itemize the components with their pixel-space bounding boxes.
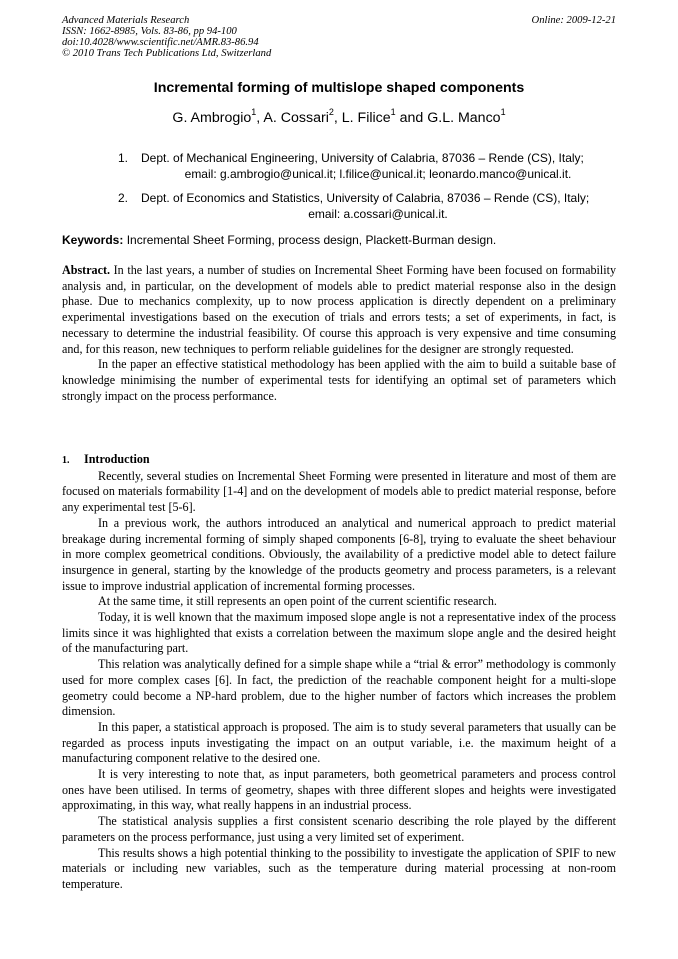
- copyright-line: © 2010 Trans Tech Publications Ltd, Switzerland: [62, 48, 272, 59]
- online-date: Online: 2009-12-21: [531, 15, 616, 26]
- body-paragraph: At the same time, it still represents an open point of the current scientific research.: [98, 594, 497, 609]
- abstract-label: Abstract.: [62, 263, 111, 277]
- body-paragraph: Today, it is well known that the maximum imposed slope angle is not a representative index of the process limits since it was highlighted that exists a correlation between the maximum slope angle and the desired height of the manufacturing part.: [62, 610, 616, 656]
- issn-line: ISSN: 1662-8985, Vols. 83-86, pp 94-100: [62, 26, 237, 37]
- abstract-paragraph: In the paper an effective statistical methodology has been applied with the aim to build a suitable base of knowledge minimising the number of experimental tests for identifying an optimal set of parameters which strongly impact on the process performance.: [62, 357, 616, 403]
- journal-name: Advanced Materials Research: [62, 15, 190, 26]
- affiliation-2: [110, 190, 615, 222]
- author-name: L. Filice: [341, 110, 391, 126]
- body-paragraph: This relation was analytically defined for a simple shape while a “trial & error” methodology is commonly used for more complex cases [6]. In fact, the prediction of the reachable component height for a multi-slope geometry could become a NP-hard problem, due to the higher number of factors which increases the problem dimension.: [62, 657, 616, 719]
- affiliation-1: [110, 150, 615, 182]
- body-paragraph: This results shows a high potential thinking to the possibility to investigate the application of SPIF to new materials or including new variables, such as the temperature during material processing at non-room temperature.: [62, 845, 616, 891]
- journal-header: [62, 15, 271, 59]
- affiliation-department: Dept. of Mechanical Engineering, University of Calabria, 87036 – Rende (CS), Italy;: [141, 151, 584, 165]
- affiliation-department: Dept. of Economics and Statistics, University of Calabria, 87036 – Rende (CS), Italy;: [141, 191, 590, 205]
- introduction-section: [62, 452, 616, 893]
- keywords-text: Incremental Sheet Forming, process design, Plackett-Burman design.: [123, 233, 497, 247]
- paper-title: Incremental forming of multislope shaped components: [153, 80, 525, 96]
- body-paragraph: The statistical analysis supplies a first consistent scenario describing the role played by the different parameters on the process performance, just using a very limited set of experiment.: [62, 814, 616, 844]
- author-name: A. Cossari: [263, 110, 329, 126]
- doi-line: doi:10.4028/www.scientific.net/AMR.83-86.94: [62, 37, 259, 48]
- affiliation-emails: email: a.cossari@unical.it.: [308, 207, 448, 221]
- affiliation-marker: 1: [390, 107, 396, 117]
- author-separator: ,: [333, 110, 342, 126]
- body-paragraph: It is very interesting to note that, as input parameters, both geometrical parameters and process control ones have been utilised. In terms of geometry, shapes with three different slopes and heights were investigated approximating, in this way, what really happens in an industrial process.: [62, 767, 616, 813]
- keywords-label: Keywords:: [62, 233, 124, 247]
- abstract-section: [62, 263, 616, 404]
- affiliation-emails: email: g.ambrogio@unical.it; l.filice@unical.it; leonardo.manco@unical.it.: [184, 167, 572, 181]
- affiliation-marker: 2: [328, 107, 334, 117]
- section-title: Introduction: [84, 452, 150, 466]
- body-paragraph: In this paper, a statistical approach is proposed. The aim is to study several parameters that usually can be regarded as process inputs investigating the impact on an output variable, i.e. the maximum height of a manufacturing component relative to the desired one.: [62, 719, 616, 766]
- author-name: G.L. Manco: [427, 110, 501, 126]
- keywords: [62, 233, 496, 247]
- section-heading: [62, 452, 616, 469]
- author-separator: ,: [256, 110, 264, 126]
- affiliation-marker: 1: [251, 107, 257, 117]
- author-list: [0, 107, 678, 126]
- affiliation-number: 2.: [118, 191, 129, 205]
- section-number: 1.: [62, 455, 70, 466]
- affiliation-number: 1.: [118, 151, 129, 165]
- body-paragraph: Recently, several studies on Incremental Sheet Forming were presented in literature and most of them are focused on materials formability [1-4] and on the development of models able to predict material response, before any experimental test [5-6].: [62, 468, 616, 515]
- abstract-paragraph: [62, 263, 616, 357]
- abstract-text: In the last years, a number of studies on Incremental Sheet Forming have been focused on formability analysis and, in particular, on the development of models able to predict material response also in the design phase. Due to mechanics complexity, up to now process application is directly dependent on a preliminary experimental investigations based on the execution of trials and errors tests; a set of experiments, in fact, is necessary to determine the industrial feasibility. Of course this approach is very expensive and time consuming and, for this reason, new techniques to perform reliable guidelines for the designer are strongly requested.: [62, 263, 616, 356]
- body-paragraph: In a previous work, the authors introduced an analytical and numerical approach to predict material breakage during incremental forming of simply shaped components [6-8], trying to evaluate the sheet behaviour in more complex geometrical conditions. Obviously, the availability of a predictive model able to detect failure insurgence in general, starting by the knowledge of the products geometry and process parameters, is a relevant issue to improve industrial application of incremental forming processes.: [62, 515, 616, 593]
- affiliation-marker: 1: [500, 107, 506, 117]
- author-separator: and: [395, 110, 428, 126]
- author-name: G. Ambrogio: [172, 110, 252, 126]
